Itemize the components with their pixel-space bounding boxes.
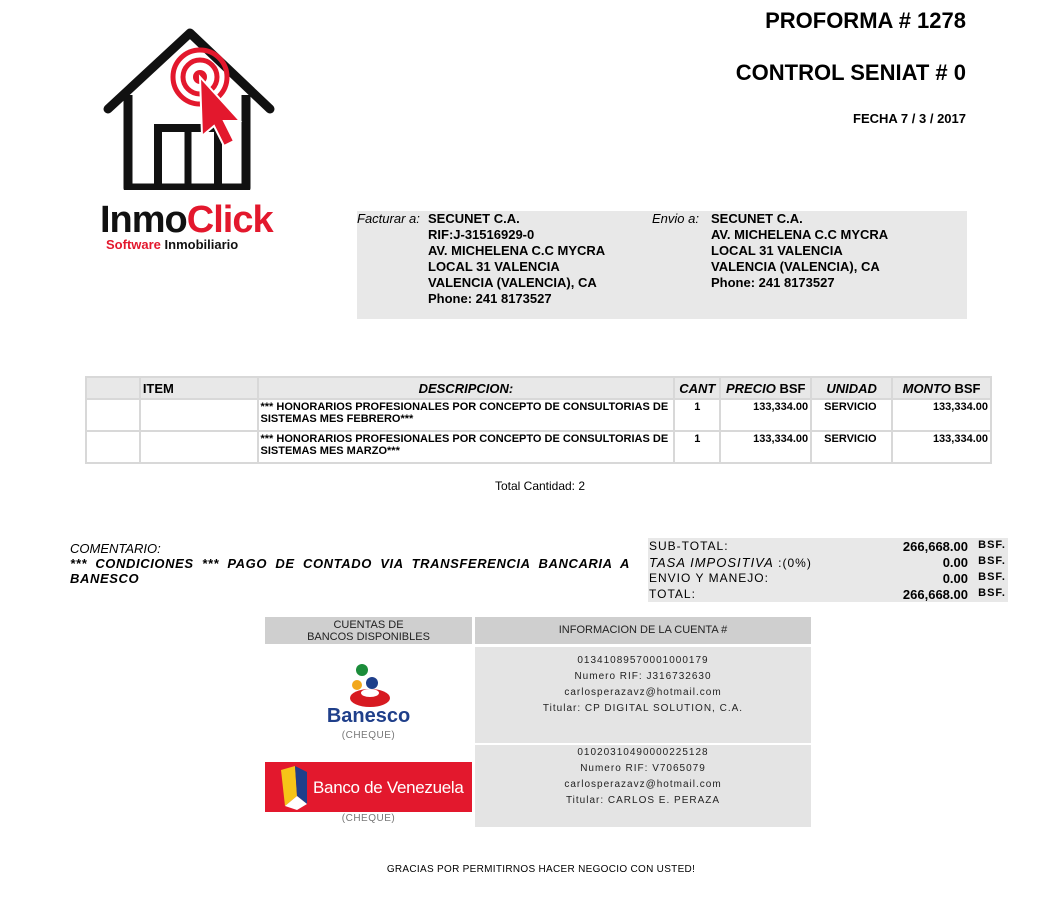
account-number: 01020310490000225128 bbox=[577, 747, 709, 758]
invoice-date: FECHA 7 / 3 / 2017 bbox=[853, 111, 966, 126]
cell-item bbox=[140, 399, 258, 431]
envio-value: 0.00 bbox=[942, 571, 968, 586]
shipping-address bbox=[711, 211, 888, 291]
shipping-line: AV. MICHELENA C.C MYCRA bbox=[711, 227, 889, 242]
cell-descripcion: *** HONORARIOS PROFESIONALES POR CONCEPTO DE CONSULTORIAS DE SISTEMAS MES MARZO*** bbox=[258, 431, 675, 463]
tasa-row bbox=[648, 555, 1008, 571]
billing-line: AV. MICHELENA C.C MYCRA bbox=[428, 243, 606, 258]
account-email: carlosperazavz@hotmail.com bbox=[564, 779, 722, 790]
logo-tagline-software: Software bbox=[106, 237, 161, 252]
account-rif: Numero RIF: V7065079 bbox=[580, 763, 706, 774]
banks-header: CUENTAS DE BANCOS DISPONIBLES bbox=[265, 617, 472, 644]
cell-cant: 1 bbox=[674, 431, 720, 463]
tasa-label: TASA IMPOSITIVA :(0%) bbox=[649, 555, 812, 570]
comment-section bbox=[70, 541, 630, 586]
cell-cant: 1 bbox=[674, 399, 720, 431]
total-quantity: Total Cantidad: 2 bbox=[494, 479, 586, 493]
col-header-descripcion: DESCRIPCION: bbox=[258, 377, 675, 399]
banesco-bank-cell bbox=[265, 647, 472, 743]
banesco-name: Banesco bbox=[326, 705, 411, 727]
shipping-line: VALENCIA (VALENCIA), CA bbox=[711, 259, 880, 274]
total-label: TOTAL: bbox=[649, 587, 696, 601]
shipping-label: Envio a: bbox=[652, 211, 699, 226]
logo-word-inmo: Inmo bbox=[100, 199, 187, 241]
subtotal-value: 266,668.00 bbox=[902, 539, 968, 554]
total-row bbox=[648, 587, 1008, 603]
envio-row bbox=[648, 571, 1008, 587]
billing-line: LOCAL 31 VALENCIA bbox=[428, 259, 560, 274]
col-header-precio: PRECIO BSF bbox=[720, 377, 811, 399]
col-header-item: ITEM bbox=[140, 377, 258, 399]
shipping-line: SECUNET C.A. bbox=[711, 211, 803, 226]
currency-label: BSF. bbox=[978, 555, 1006, 567]
currency-label: BSF. bbox=[978, 587, 1006, 599]
col-header-blank bbox=[86, 377, 140, 399]
cell-blank bbox=[86, 399, 140, 431]
cell-item bbox=[140, 431, 258, 463]
banesco-cheque: (CHEQUE) bbox=[341, 730, 396, 741]
account-rif: Numero RIF: J316732630 bbox=[574, 671, 712, 682]
col-header-unidad: UNIDAD bbox=[811, 377, 892, 399]
cell-unidad: SERVICIO bbox=[811, 399, 892, 431]
house-cursor-icon bbox=[100, 25, 280, 190]
bdv-account-info bbox=[475, 745, 811, 827]
bdv-logo bbox=[265, 762, 472, 812]
address-panel bbox=[357, 211, 967, 319]
cell-monto: 133,334.00 bbox=[892, 399, 991, 431]
comment-text: *** CONDICIONES *** PAGO DE CONTADO VIA TRANSFERENCIA BANCARIA A BANESCO bbox=[70, 556, 630, 586]
comment-label: COMENTARIO: bbox=[70, 541, 161, 556]
tasa-value: 0.00 bbox=[942, 555, 968, 570]
cell-unidad: SERVICIO bbox=[811, 431, 892, 463]
bdv-name: Banco de Venezuela bbox=[313, 778, 464, 797]
billing-address bbox=[428, 211, 605, 307]
shipping-line: LOCAL 31 VALENCIA bbox=[711, 243, 843, 258]
billing-line: Phone: 241 8173527 bbox=[428, 291, 552, 306]
cell-precio: 133,334.00 bbox=[720, 399, 811, 431]
company-logo bbox=[100, 25, 280, 255]
bdv-cheque: (CHEQUE) bbox=[341, 813, 396, 824]
banesco-logo-icon bbox=[345, 663, 395, 711]
subtotal-label: SUB-TOTAL: bbox=[649, 539, 729, 553]
total-value: 266,668.00 bbox=[902, 587, 968, 602]
table-row bbox=[86, 431, 991, 463]
banesco-account-info bbox=[475, 647, 811, 743]
billing-line: VALENCIA (VALENCIA), CA bbox=[428, 275, 597, 290]
currency-label: BSF. bbox=[978, 571, 1006, 583]
logo-word-click: Click bbox=[186, 199, 273, 241]
bdv-logo-icon bbox=[277, 766, 311, 810]
account-info-header: INFORMACION DE LA CUENTA # bbox=[475, 617, 811, 644]
account-number: 01341089570001000179 bbox=[577, 655, 709, 666]
subtotal-row bbox=[648, 539, 1008, 555]
billing-label: Facturar a: bbox=[357, 211, 420, 226]
shipping-line: Phone: 241 8173527 bbox=[711, 275, 835, 290]
table-header-row bbox=[86, 377, 991, 399]
account-titular: Titular: CP DIGITAL SOLUTION, C.A. bbox=[542, 703, 744, 714]
proforma-number: PROFORMA # 1278 bbox=[765, 8, 966, 33]
control-seniat-number: CONTROL SENIAT # 0 bbox=[735, 60, 966, 85]
account-titular: Titular: CARLOS E. PERAZA bbox=[565, 795, 721, 806]
col-header-monto: MONTO BSF bbox=[892, 377, 991, 399]
cell-blank bbox=[86, 431, 140, 463]
billing-line: RIF:J-31516929-0 bbox=[428, 227, 535, 242]
items-table bbox=[85, 376, 992, 464]
totals-panel bbox=[648, 538, 1008, 602]
cell-descripcion: *** HONORARIOS PROFESIONALES POR CONCEPTO DE CONSULTORIAS DE SISTEMAS MES FEBRERO*** bbox=[258, 399, 675, 431]
logo-wordmark bbox=[100, 199, 280, 241]
footer-thanks: GRACIAS POR PERMITIRNOS HACER NEGOCIO CON USTED! bbox=[386, 864, 696, 875]
cell-monto: 133,334.00 bbox=[892, 431, 991, 463]
billing-line: SECUNET C.A. bbox=[428, 211, 520, 226]
logo-tagline-inmobiliario: Inmobiliario bbox=[164, 237, 239, 252]
currency-label: BSF. bbox=[978, 539, 1006, 551]
col-header-cant: CANT bbox=[674, 377, 720, 399]
account-email: carlosperazavz@hotmail.com bbox=[564, 687, 722, 698]
table-row bbox=[86, 399, 991, 431]
cell-precio: 133,334.00 bbox=[720, 431, 811, 463]
envio-label: ENVIO Y MANEJO: bbox=[649, 571, 769, 585]
